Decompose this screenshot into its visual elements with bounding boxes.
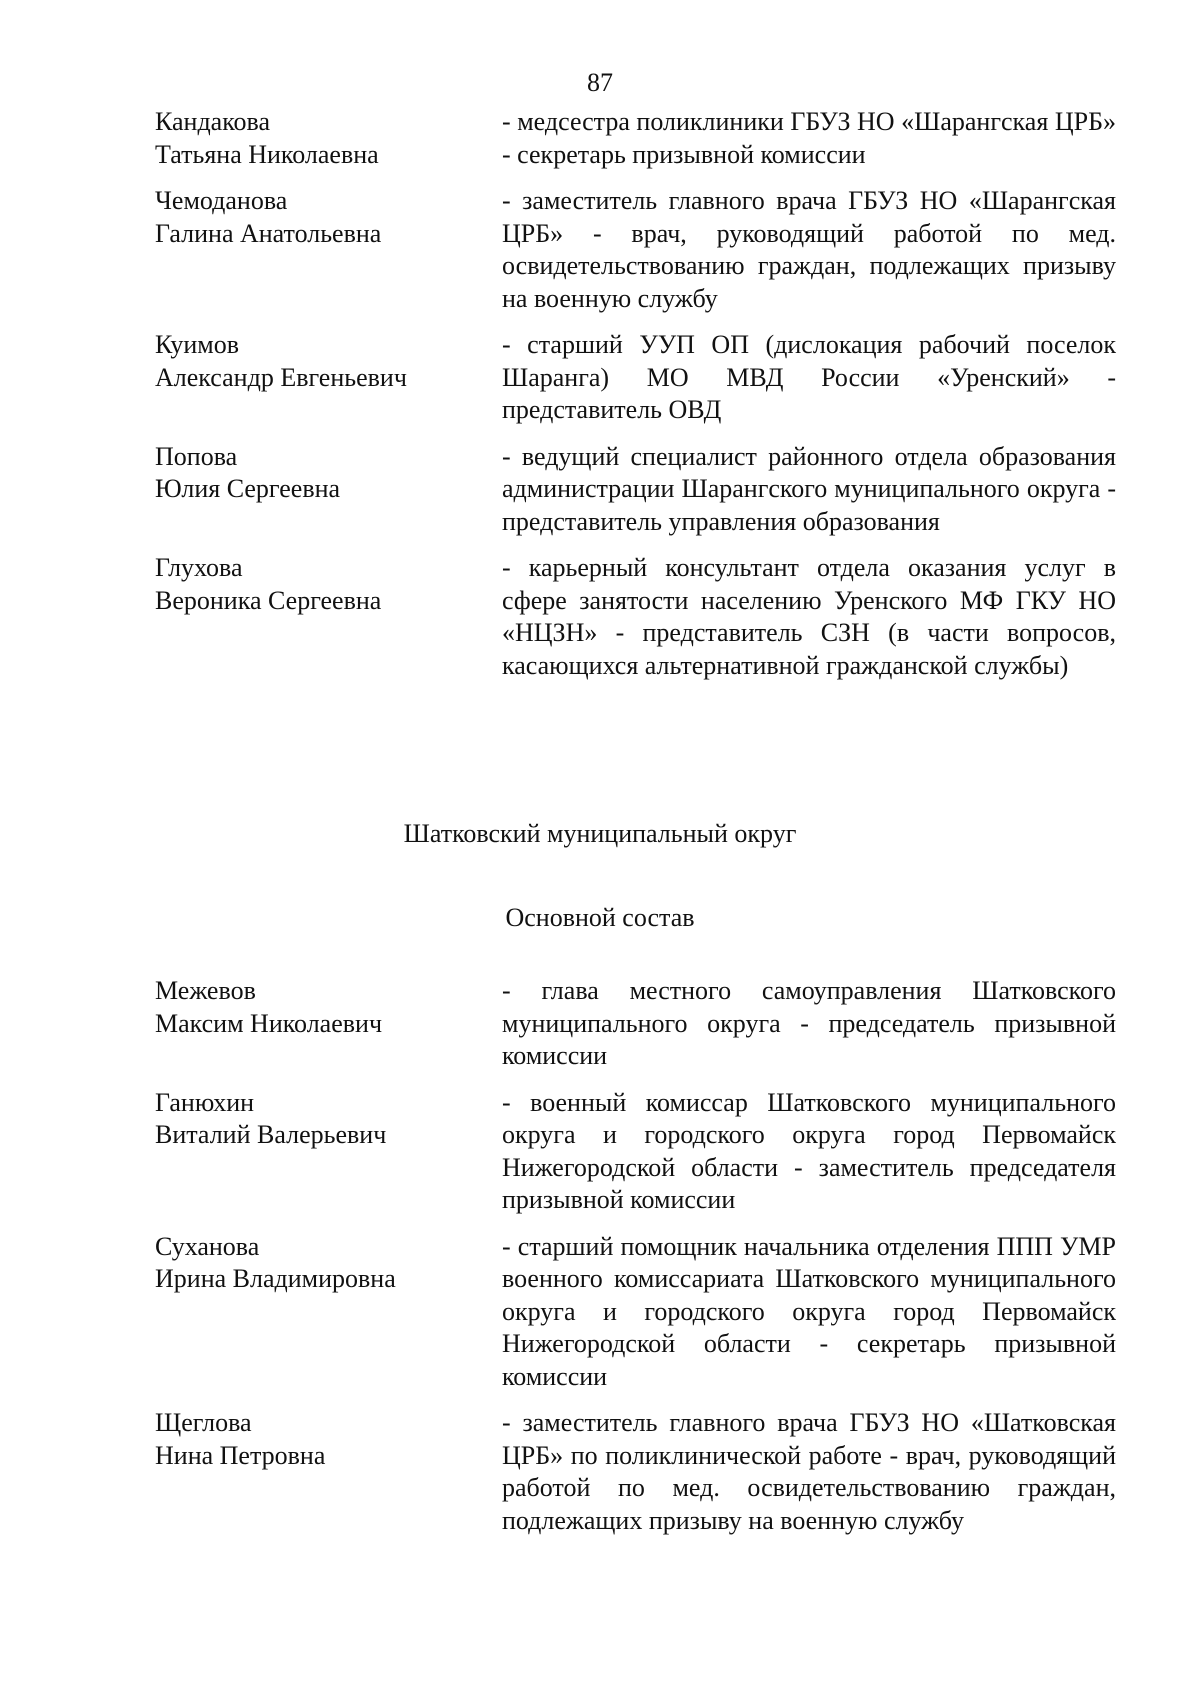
member-role: - ведущий специалист районного отдела образования администрации Шарангского муниципального округа - представитель управления образования <box>502 441 1116 536</box>
member-row <box>155 106 1116 171</box>
member-row <box>155 552 1116 682</box>
member-row <box>155 185 1116 315</box>
member-role: - заместитель главного врача ГБУЗ НО «Шатковская ЦРБ» по поликлинической работе - врач, руководящий работой по мед. освидетельствованию граждан, подлежащих призыву на военную службу <box>502 1408 1116 1535</box>
member-name <box>155 441 502 539</box>
member-row <box>155 975 1116 1073</box>
member-name <box>155 106 502 171</box>
member-surname: Щеглова <box>155 1408 252 1437</box>
member-given-name: Юлия Сергеевна <box>155 474 341 503</box>
member-given-name: Ирина Владимировна <box>155 1264 396 1293</box>
member-row <box>155 1231 1116 1394</box>
member-name <box>155 185 502 315</box>
member-name <box>155 1407 502 1537</box>
page-number: 87 <box>587 68 613 97</box>
member-role: - старший УУП ОП (дислокация рабочий поселок Шаранга) МО МВД России «Уренский» - представитель ОВД <box>502 330 1116 424</box>
member-role: - заместитель главного врача ГБУЗ НО «Шарангская ЦРБ» - врач, руководящий работой по мед. освидетельствованию граждан, подлежащих призыву на военную службу <box>502 186 1116 313</box>
member-surname: Куимов <box>155 330 240 359</box>
member-given-name: Александр Евгеньевич <box>155 362 407 392</box>
composition-title: Основной состав <box>505 903 695 932</box>
member-role: - старший помощник начальника отделения ППП УМР военного комиссариата Шатковского муниципального округа и городского округа город Первомайск Нижегородской области - секретарь призывной комиссии <box>502 1231 1116 1391</box>
member-row <box>155 1407 1116 1537</box>
members-list-shatki <box>155 975 1116 1551</box>
member-name <box>155 552 502 682</box>
member-name <box>155 1231 502 1394</box>
member-given-name: Галина Анатольевна <box>155 218 382 248</box>
member-surname: Кандакова <box>155 107 271 136</box>
district-title: Шатковский муниципальный округ <box>403 819 797 848</box>
member-surname: Суханова <box>155 1231 260 1261</box>
member-surname: Межевов <box>155 976 256 1005</box>
member-role: - карьерный консультант отдела оказания услуг в сфере занятости населению Уренского МФ ГКУ НО «НЦЗН» - представитель СЗН (в части вопросов, касающихся альтернативной гражданской службы) <box>502 553 1116 680</box>
member-surname: Чемоданова <box>155 186 288 215</box>
member-role: - военный комиссар Шатковского муниципального округа и городского округа город Первомайск Нижегородской области - заместитель председателя призывной комиссии <box>502 1087 1116 1214</box>
member-given-name: Максим Николаевич <box>155 1008 383 1038</box>
member-surname: Глухова <box>155 553 243 582</box>
member-name <box>155 975 502 1073</box>
member-given-name: Татьяна Николаевна <box>155 139 379 169</box>
members-list-sharanga <box>155 106 1116 696</box>
member-given-name: Вероника Сергеевна <box>155 585 382 615</box>
member-row <box>155 441 1116 539</box>
member-row <box>155 1087 1116 1217</box>
member-surname: Попова <box>155 441 238 471</box>
member-name <box>155 329 502 427</box>
member-row <box>155 329 1116 427</box>
member-given-name: Нина Петровна <box>155 1440 326 1470</box>
member-role: - глава местного самоуправления Шатковского муниципального округа - председатель призывной комиссии <box>502 976 1116 1070</box>
member-surname: Ганюхин <box>155 1087 255 1117</box>
member-given-name: Виталий Валерьевич <box>155 1120 387 1149</box>
member-name <box>155 1087 502 1217</box>
member-role: - медсестра поликлиники ГБУЗ НО «Шарангская ЦРБ» - секретарь призывной комиссии <box>502 107 1116 169</box>
